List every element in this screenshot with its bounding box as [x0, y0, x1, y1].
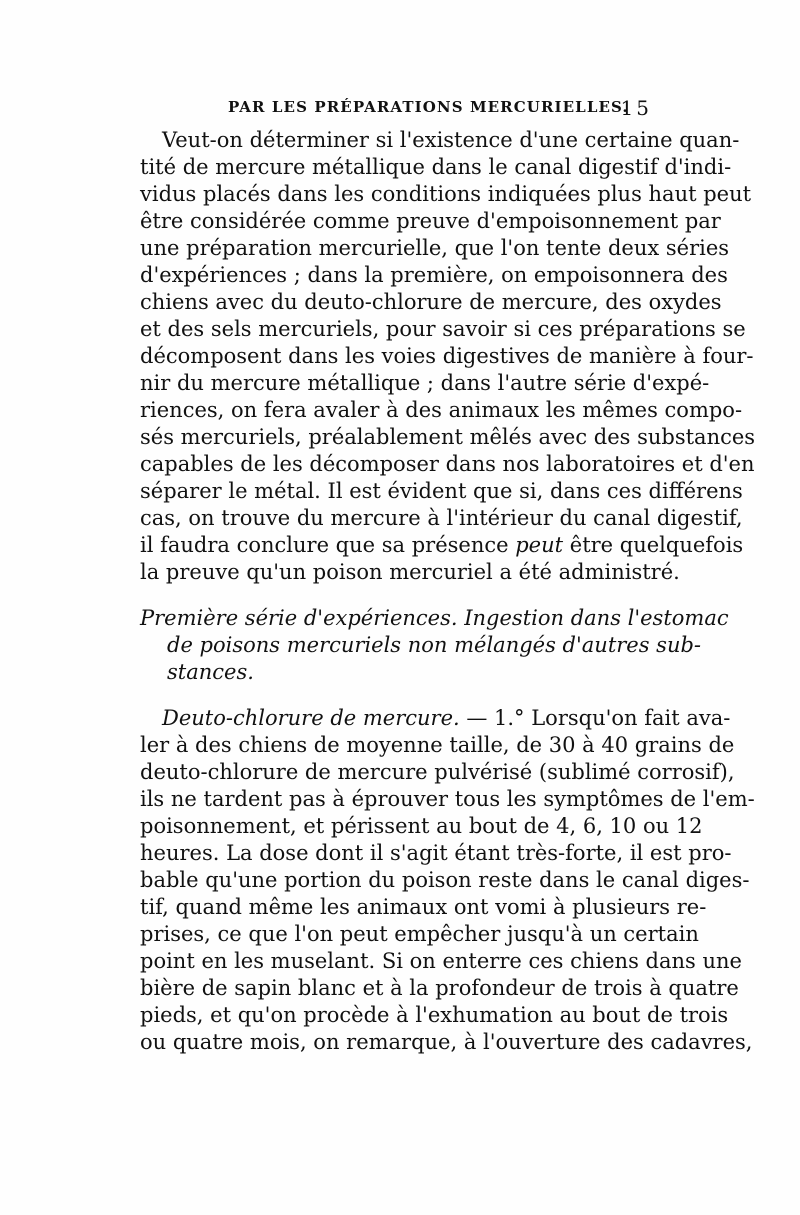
section-heading: [140, 605, 729, 686]
section-heading-line: de poisons mercuriels non mélangés d'autres sub-: [167, 633, 702, 657]
page-number: 15: [620, 96, 652, 120]
text-line: bière de sapin blanc et à la profondeur de trois à quatre: [140, 976, 739, 1000]
text-line: point en les muselant. Si on enterre ces chiens dans une: [140, 949, 742, 973]
paragraph-experiment-intro: [140, 127, 756, 586]
running-title: PAR LES PRÉPARATIONS MERCURIELLES.: [228, 98, 629, 116]
text-line: d'expériences ; dans la première, on empoisonnera des: [140, 263, 728, 287]
section-heading-line: Première série d'expériences. Ingestion dans l'estomac: [140, 606, 729, 630]
text-line: riences, on fera avaler à des animaux les mêmes compo-: [140, 398, 743, 422]
text-line: séparer le métal. Il est évident que si, dans ces différens: [140, 479, 743, 503]
text-line: tité de mercure métallique dans le canal digestif d'indi-: [140, 155, 732, 179]
text-line: vidus placés dans les conditions indiquées plus haut peut: [140, 182, 752, 206]
text-line: deuto-chlorure de mercure pulvérisé (sublimé corrosif),: [140, 760, 735, 784]
text-line: prises, ce que l'on peut empêcher jusqu'à un certain: [140, 922, 699, 946]
paragraph-deuto-chlorure: [140, 705, 755, 1056]
text-line: Veut-on déterminer si l'existence d'une certaine quan-: [162, 128, 740, 152]
text-line: sés mercuriels, préalablement mêlés avec des substances: [140, 425, 756, 449]
text-line: nir du mercure métallique ; dans l'autre série d'expé-: [140, 371, 710, 395]
body-text: [140, 127, 756, 1056]
emphasis-word: peut: [515, 533, 564, 557]
text-line-with-emphasis: [140, 532, 744, 559]
text-line: ler à des chiens de moyenne taille, de 30 à 40 grains de: [140, 733, 735, 757]
text-line: bable qu'une portion du poison reste dans le canal diges-: [140, 868, 750, 892]
subject-lead: Deuto-chlorure de mercure.: [162, 706, 460, 730]
text-fragment: — 1.° Lorsqu'on fait ava-: [459, 706, 731, 730]
text-line: pieds, et qu'on procède à l'exhumation au bout de trois: [140, 1003, 729, 1027]
text-line: la preuve qu'un poison mercuriel a été administré.: [140, 560, 680, 584]
text-line: ou quatre mois, on remarque, à l'ouverture des cadavres,: [140, 1030, 753, 1054]
text-line: ils ne tardent pas à éprouver tous les symptômes de l'em-: [140, 787, 755, 811]
text-line: être considérée comme preuve d'empoisonnement par: [140, 209, 721, 233]
section-heading-line: stances.: [167, 660, 254, 684]
text-line: chiens avec du deuto-chlorure de mercure, des oxydes: [140, 290, 722, 314]
text-line: capables de les décomposer dans nos laboratoires et d'en: [140, 452, 755, 476]
text-line: heures. La dose dont il s'agit étant très-forte, il est pro-: [140, 841, 732, 865]
text-line: cas, on trouve du mercure à l'intérieur du canal digestif,: [140, 506, 743, 530]
text-line: une préparation mercurielle, que l'on tente deux séries: [140, 236, 730, 260]
text-fragment: il faudra conclure que sa présence: [140, 533, 509, 557]
text-fragment: être quelquefois: [569, 533, 744, 557]
text-line: décomposent dans les voies digestives de manière à four-: [140, 344, 754, 368]
text-line-with-lead: [140, 705, 731, 732]
text-line: poisonnement, et périssent au bout de 4, 6, 10 ou 12: [140, 814, 703, 838]
text-line: et des sels mercuriels, pour savoir si ces préparations se: [140, 317, 746, 341]
text-line: tif, quand même les animaux ont vomi à plusieurs re-: [140, 895, 707, 919]
page-header: [228, 96, 652, 120]
